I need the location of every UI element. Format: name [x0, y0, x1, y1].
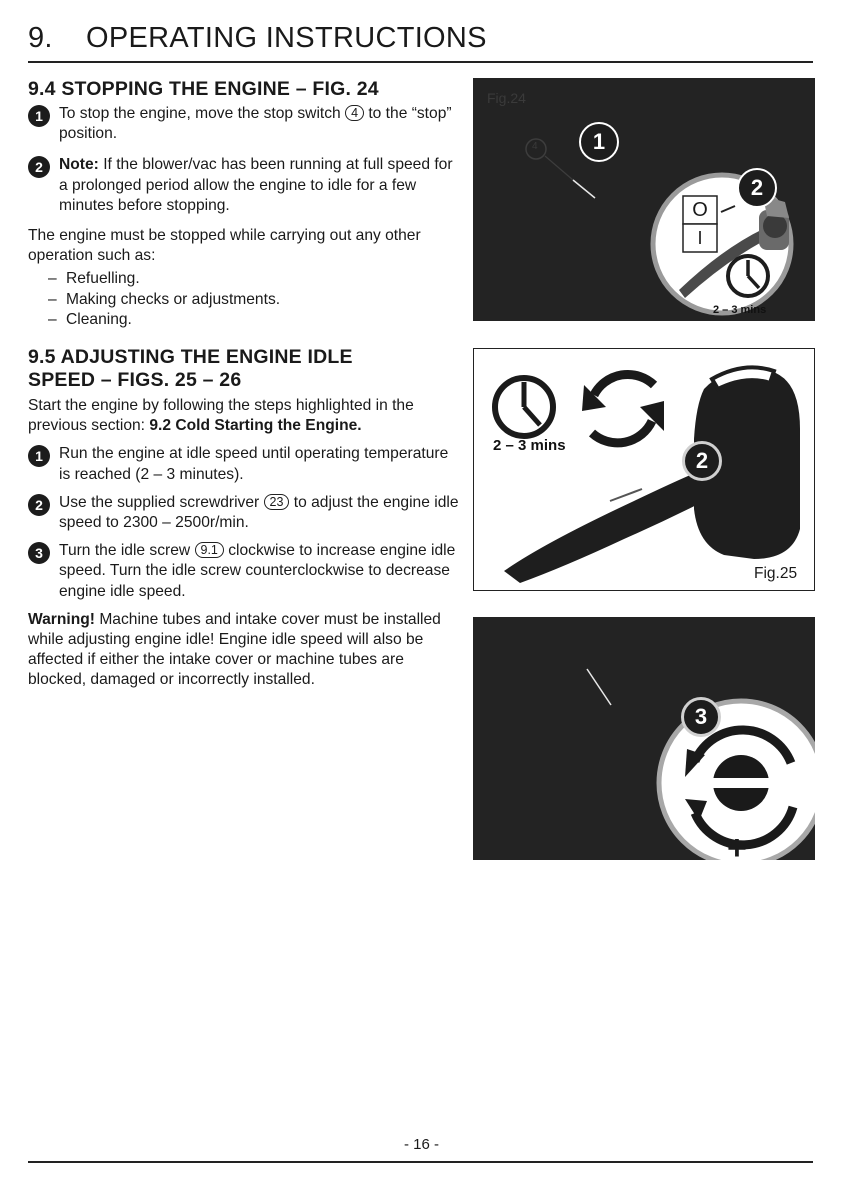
figure-24-label: Fig.24	[487, 90, 526, 106]
step-text: If the blower/vac has been running at full speed for a prolonged period allow the engine to idle for a few minutes before stopping.	[59, 156, 453, 214]
figure-25-label: Fig.25	[754, 565, 798, 582]
time-caption: 2 – 3 mins	[493, 437, 566, 454]
figure-24	[473, 78, 815, 321]
section-number: 9.	[28, 22, 53, 54]
idle-intro	[28, 396, 460, 436]
intro-text: Start the engine by following the steps highlighted in the previous section:	[28, 397, 414, 435]
step-badge: 3	[28, 542, 50, 564]
callout-badge-3: 3	[681, 697, 721, 737]
section-9-5-heading	[28, 346, 460, 392]
idle-step-1	[28, 444, 460, 484]
figure-25	[473, 348, 815, 591]
section-9-5	[28, 346, 460, 691]
figure-25-art	[474, 349, 815, 591]
part-ref: 23	[264, 494, 290, 510]
step-text: to the “stop” position.	[59, 105, 452, 143]
stop-operation-list	[28, 269, 460, 330]
callout-badge-2: 2	[737, 168, 777, 208]
time-caption: 2 – 3 mins	[713, 304, 767, 316]
header-divider	[28, 61, 813, 63]
rotate-icon	[582, 374, 664, 442]
blower-illustration	[504, 367, 800, 583]
callout-badge-2: 2	[682, 441, 722, 481]
stop-step-2	[28, 155, 460, 216]
heading-line: 9.5 ADJUSTING THE ENGINE IDLE	[28, 346, 353, 368]
list-item: – Making checks or adjustments.	[48, 290, 460, 310]
warning-paragraph	[28, 610, 460, 691]
stop-switch-on: I	[697, 228, 703, 248]
step-badge: 2	[28, 156, 50, 178]
step-text: to adjust the engine idle speed to 2300 – 2500r/min.	[59, 493, 459, 532]
idle-step-2	[28, 493, 460, 533]
step-text: To stop the engine, move the stop switch	[59, 105, 346, 122]
step-text: Turn the idle screw	[59, 542, 195, 560]
step-text: clockwise to increase engine idle speed. Turn the idle screw counterclockwise to decrease engine idle speed.	[59, 542, 456, 600]
decrease-sign: –	[731, 699, 750, 737]
section-title: OPERATING INSTRUCTIONS	[86, 22, 487, 54]
warning-label: Warning!	[28, 610, 95, 628]
step-badge: 2	[28, 494, 50, 516]
step-text: Run the engine at idle speed until operating temperature is reached (2 – 3 minutes).	[59, 445, 449, 483]
idle-step-3	[28, 541, 460, 602]
step-badge: 1	[28, 445, 50, 467]
warning-text: Machine tubes and intake cover must be installed while adjusting engine idle! Engine idle speed will also be affected if either the intake cover or machine tubes are blocked, damaged or incorrectly installed.	[28, 610, 441, 689]
intro-reference: 9.2 Cold Starting the Engine.	[149, 417, 362, 435]
figure-26-art	[473, 617, 815, 860]
page-number: - 16 -	[403, 1136, 439, 1153]
part-ref: 9.1	[195, 542, 224, 558]
increase-sign: +	[727, 829, 747, 860]
stop-step-1	[28, 104, 460, 144]
heading-line: SPEED – FIGS. 25 – 26	[28, 369, 242, 391]
section-9-4	[28, 78, 460, 330]
footer-divider	[28, 1161, 813, 1163]
list-item: – Refuelling.	[48, 269, 460, 289]
part-ref: 4	[345, 105, 364, 121]
note-label: Note:	[59, 156, 99, 174]
stop-intro: The engine must be stopped while carrying out any other operation such as:	[28, 227, 421, 265]
clock-icon	[495, 378, 553, 436]
callout-badge-1: 1	[579, 122, 619, 162]
section-9-4-heading: 9.4 STOPPING THE ENGINE – FIG. 24	[28, 78, 379, 100]
step-badge: 1	[28, 105, 50, 127]
step-text: Use the supplied screwdriver	[59, 493, 264, 511]
figure-26	[473, 617, 815, 860]
page-title	[28, 22, 487, 55]
part-ref: 4	[532, 141, 538, 152]
list-item: – Cleaning.	[48, 310, 460, 330]
stop-switch-off: O	[692, 199, 708, 221]
